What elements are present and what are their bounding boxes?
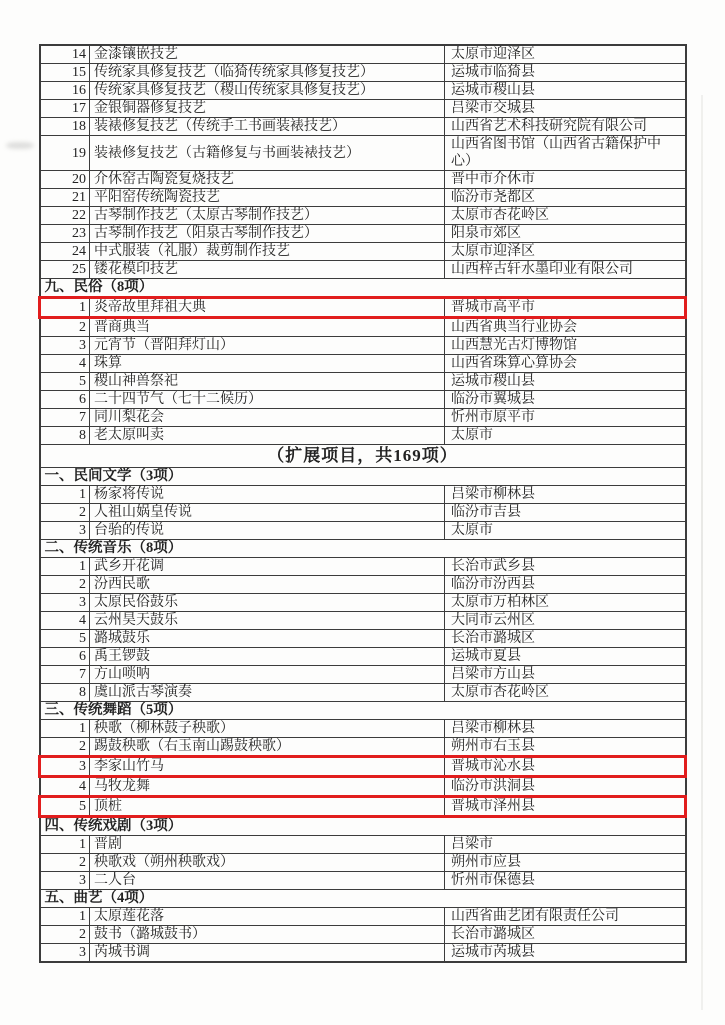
table-row: [40, 872, 686, 890]
row-number: 1: [40, 298, 90, 318]
row-number: 4: [40, 777, 90, 797]
item-name: 同川梨花会: [90, 409, 445, 427]
row-number: 5: [40, 797, 90, 817]
row-number: 3: [40, 522, 90, 540]
item-location: 临汾市翼城县: [445, 391, 686, 409]
row-number: 3: [40, 757, 90, 777]
item-location: 运城市稷山县: [445, 82, 686, 100]
item-location: 晋中市介休市: [445, 171, 686, 189]
item-name: 晋剧: [90, 836, 445, 854]
item-location: 晋城市高平市: [445, 298, 686, 318]
row-number: 3: [40, 872, 90, 890]
item-name: 禹王锣鼓: [90, 648, 445, 666]
item-name: 装裱修复技艺（传统手工书画装裱技艺）: [90, 118, 445, 136]
item-location: 运城市芮城县: [445, 944, 686, 963]
row-number: 2: [40, 738, 90, 757]
item-location: 临汾市汾西县: [445, 576, 686, 594]
row-number: 22: [40, 207, 90, 225]
table-row: [40, 337, 686, 355]
item-name: 元宵节（晋阳拜灯山）: [90, 337, 445, 355]
table-row: [40, 82, 686, 100]
banner-row: [40, 445, 686, 468]
category-row: [40, 540, 686, 558]
row-number: 8: [40, 427, 90, 445]
item-name: 平阳窑传统陶瓷技艺: [90, 189, 445, 207]
item-name: 装裱修复技艺（古籍修复与书画装裱技艺）: [90, 136, 445, 171]
category-row: [40, 279, 686, 298]
row-number: 3: [40, 944, 90, 963]
item-location: 长治市武乡县: [445, 558, 686, 576]
scan-page-edge-line: [701, 95, 703, 1010]
row-number: 24: [40, 243, 90, 261]
category-header: 五、曲艺（4项）: [40, 890, 686, 908]
table-row: [40, 504, 686, 522]
item-name: 二人台: [90, 872, 445, 890]
item-name: 人祖山娲皇传说: [90, 504, 445, 522]
item-location: 山西省曲艺团有限责任公司: [445, 908, 686, 926]
item-name: 武乡开花调: [90, 558, 445, 576]
item-name: 镂花模印技艺: [90, 261, 445, 279]
row-number: 5: [40, 630, 90, 648]
item-location: 长治市潞城区: [445, 926, 686, 944]
item-name: 云州昊天鼓乐: [90, 612, 445, 630]
category-row: [40, 702, 686, 720]
item-name: 太原莲花落: [90, 908, 445, 926]
table-row: [40, 207, 686, 225]
heritage-items-table: [38, 44, 687, 963]
table-row: [40, 908, 686, 926]
item-name: 炎帝故里拜祖大典: [90, 298, 445, 318]
table-row-highlighted: [40, 298, 686, 318]
item-name: 踢鼓秧歌（右玉南山踢鼓秧歌）: [90, 738, 445, 757]
row-number: 1: [40, 558, 90, 576]
item-name: 古琴制作技艺（阳泉古琴制作技艺）: [90, 225, 445, 243]
item-location: 大同市云州区: [445, 612, 686, 630]
row-number: 4: [40, 355, 90, 373]
table-row: [40, 409, 686, 427]
table-row: [40, 171, 686, 189]
item-name: 珠算: [90, 355, 445, 373]
table-row: [40, 355, 686, 373]
item-name: 顶桩: [90, 797, 445, 817]
category-header: 一、民间文学（3项）: [40, 468, 686, 486]
item-location: 临汾市尧都区: [445, 189, 686, 207]
table-row-highlighted: [40, 797, 686, 817]
item-name: 中式服装（礼服）裁剪制作技艺: [90, 243, 445, 261]
item-location: 吕梁市柳林县: [445, 486, 686, 504]
table-row: [40, 486, 686, 504]
item-name: 李家山竹马: [90, 757, 445, 777]
table-row: [40, 558, 686, 576]
row-number: 8: [40, 684, 90, 702]
item-name: 鼓书（潞城鼓书）: [90, 926, 445, 944]
row-number: 4: [40, 612, 90, 630]
category-row: [40, 890, 686, 908]
table-row: [40, 243, 686, 261]
item-location: 山西省图书馆（山西省古籍保护中心）: [445, 136, 686, 171]
row-number: 1: [40, 836, 90, 854]
item-name: 方山唢呐: [90, 666, 445, 684]
item-location: 山西省艺术科技研究院有限公司: [445, 118, 686, 136]
item-name: 潞城鼓乐: [90, 630, 445, 648]
expansion-projects-banner: （扩展项目，共169项）: [40, 445, 686, 468]
item-location: 忻州市原平市: [445, 409, 686, 427]
item-name: 传统家具修复技艺（临猗传统家具修复技艺）: [90, 64, 445, 82]
item-location: 晋城市泽州县: [445, 797, 686, 817]
row-number: 20: [40, 171, 90, 189]
row-number: 3: [40, 594, 90, 612]
item-location: 运城市临猗县: [445, 64, 686, 82]
table-row: [40, 666, 686, 684]
row-number: 2: [40, 318, 90, 337]
category-header: 四、传统戏剧（3项）: [40, 817, 686, 836]
table-row: [40, 391, 686, 409]
table-row: [40, 926, 686, 944]
row-number: 6: [40, 391, 90, 409]
table-row: [40, 720, 686, 738]
table-row: [40, 612, 686, 630]
row-number: 1: [40, 720, 90, 738]
row-number: 14: [40, 45, 90, 64]
row-number: 7: [40, 409, 90, 427]
item-name: 介休窑古陶瓷复烧技艺: [90, 171, 445, 189]
table-row: [40, 594, 686, 612]
row-number: 17: [40, 100, 90, 118]
table-row: [40, 630, 686, 648]
table-row: [40, 648, 686, 666]
table-row: [40, 45, 686, 64]
table-row: [40, 854, 686, 872]
item-location: 临汾市洪洞县: [445, 777, 686, 797]
table-row-highlighted: [40, 757, 686, 777]
category-header: 九、民俗（8项）: [40, 279, 686, 298]
table-row: [40, 427, 686, 445]
table-row: [40, 189, 686, 207]
item-location: 晋城市沁水县: [445, 757, 686, 777]
item-location: 吕梁市柳林县: [445, 720, 686, 738]
row-number: 1: [40, 908, 90, 926]
item-name: 太原民俗鼓乐: [90, 594, 445, 612]
item-name: 汾西民歌: [90, 576, 445, 594]
row-number: 25: [40, 261, 90, 279]
category-row: [40, 468, 686, 486]
item-name: 秧歌戏（朔州秧歌戏）: [90, 854, 445, 872]
table-row: [40, 576, 686, 594]
item-name: 老太原叫卖: [90, 427, 445, 445]
item-name: 二十四节气（七十二候历）: [90, 391, 445, 409]
category-header: 二、传统音乐（8项）: [40, 540, 686, 558]
item-location: 吕梁市方山县: [445, 666, 686, 684]
item-name: 晋商典当: [90, 318, 445, 337]
category-row: [40, 817, 686, 836]
item-location: 忻州市保德县: [445, 872, 686, 890]
item-name: 虞山派古琴演奏: [90, 684, 445, 702]
row-number: 3: [40, 337, 90, 355]
row-number: 2: [40, 504, 90, 522]
item-name: 马牧龙舞: [90, 777, 445, 797]
table-row: [40, 64, 686, 82]
row-number: 21: [40, 189, 90, 207]
item-location: 山西梓古轩水墨印业有限公司: [445, 261, 686, 279]
item-location: 运城市稷山县: [445, 373, 686, 391]
item-location: 朔州市应县: [445, 854, 686, 872]
table-row: [40, 100, 686, 118]
item-name: 稷山神兽祭祀: [90, 373, 445, 391]
item-location: 长治市潞城区: [445, 630, 686, 648]
heritage-table-body: [40, 45, 686, 962]
item-name: 台骀的传说: [90, 522, 445, 540]
row-number: 16: [40, 82, 90, 100]
item-location: 太原市万柏林区: [445, 594, 686, 612]
scan-smudge-artifact: [6, 142, 34, 149]
item-name: 古琴制作技艺（太原古琴制作技艺）: [90, 207, 445, 225]
row-number: 1: [40, 486, 90, 504]
row-number: 7: [40, 666, 90, 684]
row-number: 6: [40, 648, 90, 666]
item-location: 阳泉市郊区: [445, 225, 686, 243]
item-name: 杨家将传说: [90, 486, 445, 504]
table-row: [40, 118, 686, 136]
item-location: 太原市杏花岭区: [445, 684, 686, 702]
item-name: 金银铜器修复技艺: [90, 100, 445, 118]
row-number: 23: [40, 225, 90, 243]
table-row: [40, 944, 686, 963]
table-row: [40, 836, 686, 854]
item-location: 太原市杏花岭区: [445, 207, 686, 225]
item-location: 山西省珠算心算协会: [445, 355, 686, 373]
table-row: [40, 373, 686, 391]
row-number: 2: [40, 926, 90, 944]
row-number: 18: [40, 118, 90, 136]
item-location: 临汾市吉县: [445, 504, 686, 522]
row-number: 15: [40, 64, 90, 82]
item-location: 太原市迎泽区: [445, 45, 686, 64]
item-name: 金漆镶嵌技艺: [90, 45, 445, 64]
item-location: 太原市: [445, 427, 686, 445]
table-row: [40, 261, 686, 279]
item-location: 山西省典当行业协会: [445, 318, 686, 337]
item-location: 太原市: [445, 522, 686, 540]
table-row: [40, 318, 686, 337]
row-number: 19: [40, 136, 90, 171]
table-row: [40, 777, 686, 797]
table-row: [40, 225, 686, 243]
item-location: 运城市夏县: [445, 648, 686, 666]
table-row: [40, 684, 686, 702]
row-number: 2: [40, 854, 90, 872]
item-location: 吕梁市交城县: [445, 100, 686, 118]
table-row: [40, 136, 686, 171]
item-name: 传统家具修复技艺（稷山传统家具修复技艺）: [90, 82, 445, 100]
row-number: 5: [40, 373, 90, 391]
table-row: [40, 738, 686, 757]
item-location: 朔州市右玉县: [445, 738, 686, 757]
category-header: 三、传统舞蹈（5项）: [40, 702, 686, 720]
item-name: 秧歌（柳林鼓子秧歌）: [90, 720, 445, 738]
item-location: 吕梁市: [445, 836, 686, 854]
item-name: 芮城书调: [90, 944, 445, 963]
row-number: 2: [40, 576, 90, 594]
item-location: 山西慧光古灯博物馆: [445, 337, 686, 355]
table-row: [40, 522, 686, 540]
item-location: 太原市迎泽区: [445, 243, 686, 261]
